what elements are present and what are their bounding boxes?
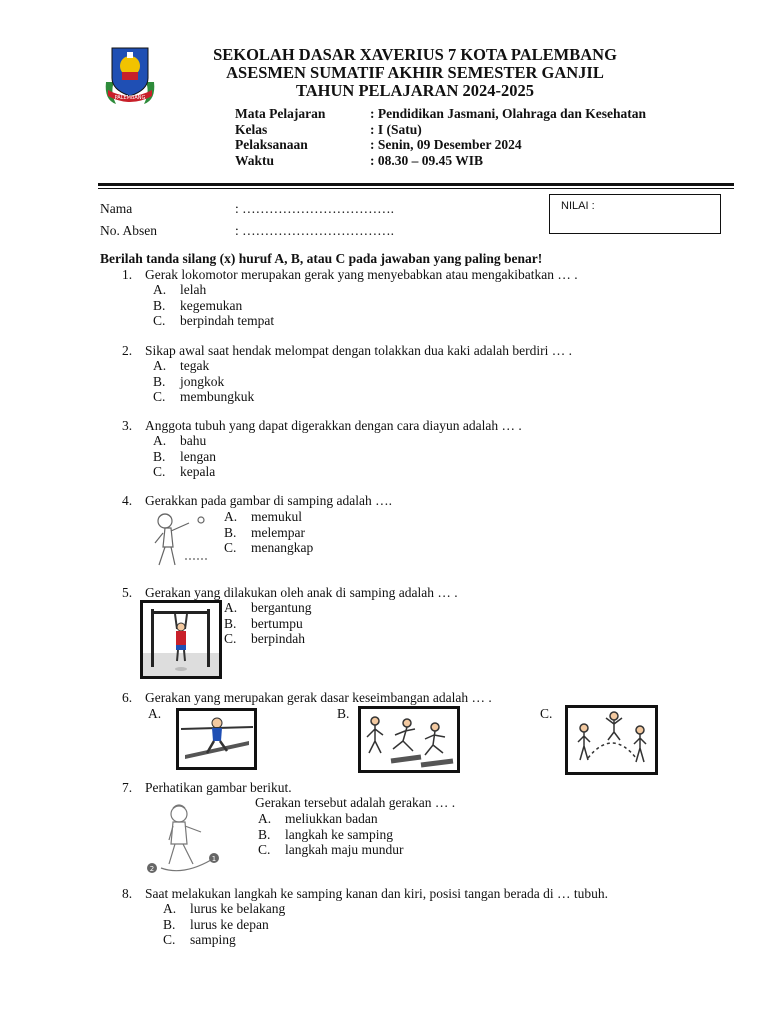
score-box[interactable] [549, 194, 721, 234]
option-letter[interactable]: C. [153, 464, 166, 479]
header-divider-thin [98, 188, 734, 189]
option-b[interactable]: B. [337, 706, 350, 721]
option-text: langkah maju mundur [285, 842, 404, 857]
options-q4 [224, 509, 313, 556]
step-2-label: 2 [149, 865, 155, 873]
option-letter[interactable]: B. [153, 448, 166, 464]
question-7-subtext: Gerakan tersebut adalah gerakan … . [255, 795, 456, 810]
year-title: TAHUN PELAJARAN 2024-2025 [295, 81, 535, 100]
meta-row-date [235, 137, 646, 153]
meta-row-time [235, 153, 646, 169]
option-text: bahu [180, 433, 207, 448]
option-b[interactable] [163, 917, 285, 933]
absen-field[interactable] [100, 223, 394, 239]
q4-throwing-child-image [145, 509, 211, 571]
options-q2 [153, 358, 254, 405]
q6-option-c-jumping-child-image[interactable] [565, 705, 658, 775]
q6-option-b-running-children-image[interactable] [358, 706, 460, 773]
question-text: Perhatikan gambar berikut. [145, 780, 292, 795]
question-text: Gerak lokomotor merupakan gerak yang menyebabkan atau mengakibatkan … . [145, 267, 578, 282]
meta-label: Mata Pelajaran [235, 106, 326, 121]
option-letter[interactable]: A. [153, 358, 167, 373]
option-c[interactable] [258, 842, 403, 858]
question-text: Gerakan yang dilakukan oleh anak di samping adalah … . [145, 585, 458, 600]
question-text: Sikap awal saat hendak melompat dengan tolakkan dua kaki adalah berdiri … . [145, 343, 572, 358]
question-number: 6. [122, 690, 133, 705]
option-letter[interactable]: B. [153, 297, 166, 313]
question-number: 2. [122, 343, 133, 358]
school-title: SEKOLAH DASAR XAVERIUS 7 KOTA PALEMBANG [213, 45, 617, 64]
option-letter[interactable]: C. [258, 842, 271, 857]
option-letter[interactable]: B. [224, 615, 237, 631]
question-number: 7. [122, 780, 133, 795]
logo-text: PALEMBANG [114, 95, 146, 101]
meta-label: Pelaksanaan [235, 137, 308, 152]
meta-row-class [235, 122, 646, 138]
option-text: membungkuk [180, 389, 255, 404]
option-text: melempar [251, 524, 305, 540]
name-field[interactable] [100, 201, 394, 217]
q7-stepping-child-image [143, 798, 223, 878]
meta-label: Waktu [235, 152, 275, 168]
option-text: lengan [180, 448, 216, 464]
option-letter[interactable]: A. [153, 282, 167, 297]
option-c[interactable] [224, 631, 312, 647]
question-text: Saat melakukan langkah ke samping kanan dan kiri, posisi tangan berada di … tubuh. [145, 886, 609, 901]
option-b[interactable] [153, 374, 254, 390]
option-letter[interactable]: A. [258, 811, 272, 826]
name-label: Nama [100, 201, 133, 216]
exam-title: ASESMEN SUMATIF AKHIR SEMESTER GANJIL [226, 63, 604, 82]
option-letter[interactable]: C. [163, 932, 176, 947]
option-b[interactable] [224, 525, 313, 541]
option-text: berpindah tempat [180, 313, 275, 328]
option-a[interactable] [153, 282, 274, 298]
score-label: NILAI : [561, 200, 595, 212]
option-b[interactable] [153, 449, 216, 465]
option-text: menangkap [251, 540, 314, 555]
option-text: langkah ke samping [285, 826, 393, 842]
option-letter[interactable]: B. [258, 826, 271, 842]
option-text: lurus ke depan [190, 916, 269, 932]
option-a[interactable] [163, 901, 285, 917]
option-letter[interactable]: C. [153, 313, 166, 328]
exam-meta [235, 106, 646, 168]
option-text: kepala [180, 464, 216, 479]
option-c[interactable]: C. [540, 706, 553, 721]
meta-value: : I (Satu) [370, 121, 422, 137]
question-number: 3. [122, 418, 133, 433]
option-c[interactable] [163, 932, 285, 948]
absen-label: No. Absen [100, 223, 157, 238]
options-q3 [153, 433, 216, 480]
question-text: Anggota tubuh yang dapat digerakkan dengan cara diayun adalah … . [145, 418, 522, 433]
option-text: kegemukan [180, 297, 243, 313]
header-divider [98, 183, 734, 186]
option-letter[interactable]: C. [153, 389, 166, 404]
option-a[interactable] [224, 600, 312, 616]
meta-value: : Pendidikan Jasmani, Olahraga dan Kesehatan [370, 106, 647, 121]
option-c[interactable] [153, 389, 254, 405]
option-text: samping [190, 932, 236, 947]
option-a[interactable]: A. [148, 706, 162, 721]
option-text: berpindah [251, 631, 305, 646]
option-letter[interactable]: B. [153, 373, 166, 389]
options-q7 [258, 811, 403, 858]
option-a[interactable] [153, 358, 254, 374]
option-a[interactable] [224, 509, 313, 525]
option-c[interactable] [224, 540, 313, 556]
option-text: meliukkan badan [285, 811, 378, 826]
option-text: tegak [180, 358, 210, 373]
q6-option-a-balance-beam-image[interactable] [176, 708, 257, 770]
option-text: bergantung [251, 600, 312, 615]
option-text: memukul [251, 509, 302, 524]
option-a[interactable] [258, 811, 403, 827]
absen-blank[interactable]: : ……………………………. [235, 223, 395, 238]
options-q8 [163, 901, 285, 948]
question-number: 8. [122, 886, 133, 901]
option-text: jongkok [180, 373, 225, 389]
option-c[interactable] [153, 464, 216, 480]
option-letter[interactable]: C. [224, 540, 237, 555]
option-text: lelah [180, 282, 207, 297]
meta-value: : 08.30 – 09.45 WIB [370, 152, 484, 168]
meta-row-subject [235, 106, 646, 122]
option-letter[interactable]: A. [153, 433, 167, 448]
option-letter[interactable]: A. [224, 600, 238, 615]
option-letter[interactable]: A. [163, 901, 177, 916]
option-a[interactable] [153, 433, 216, 449]
question-number: 1. [122, 267, 133, 282]
options-q5 [224, 600, 312, 647]
option-text: lurus ke belakang [190, 901, 286, 916]
name-blank[interactable]: : ……………………………. [235, 201, 395, 216]
option-letter[interactable]: B. [224, 524, 237, 540]
option-text: bertumpu [251, 615, 303, 631]
meta-value: : Senin, 09 Desember 2024 [370, 137, 522, 152]
q5-hanging-bar-image [140, 600, 222, 679]
option-b[interactable] [224, 616, 312, 632]
step-1-label: 1 [211, 855, 217, 863]
meta-label: Kelas [235, 121, 268, 137]
option-letter[interactable]: C. [224, 631, 237, 646]
option-b[interactable] [258, 827, 403, 843]
option-letter[interactable]: B. [163, 916, 176, 932]
question-number: 4. [122, 493, 133, 508]
question-number: 5. [122, 585, 133, 600]
options-q1 [153, 282, 274, 329]
option-letter[interactable]: A. [224, 509, 238, 524]
question-text: Gerakan yang merupakan gerak dasar keseimbangan adalah … . [145, 690, 492, 705]
instruction: Berilah tanda silang (x) huruf A, B, atau C pada jawaban yang paling benar! [100, 251, 543, 266]
question-text: Gerakkan pada gambar di samping adalah …. [145, 493, 393, 508]
option-c[interactable] [153, 313, 274, 329]
option-b[interactable] [153, 298, 274, 314]
